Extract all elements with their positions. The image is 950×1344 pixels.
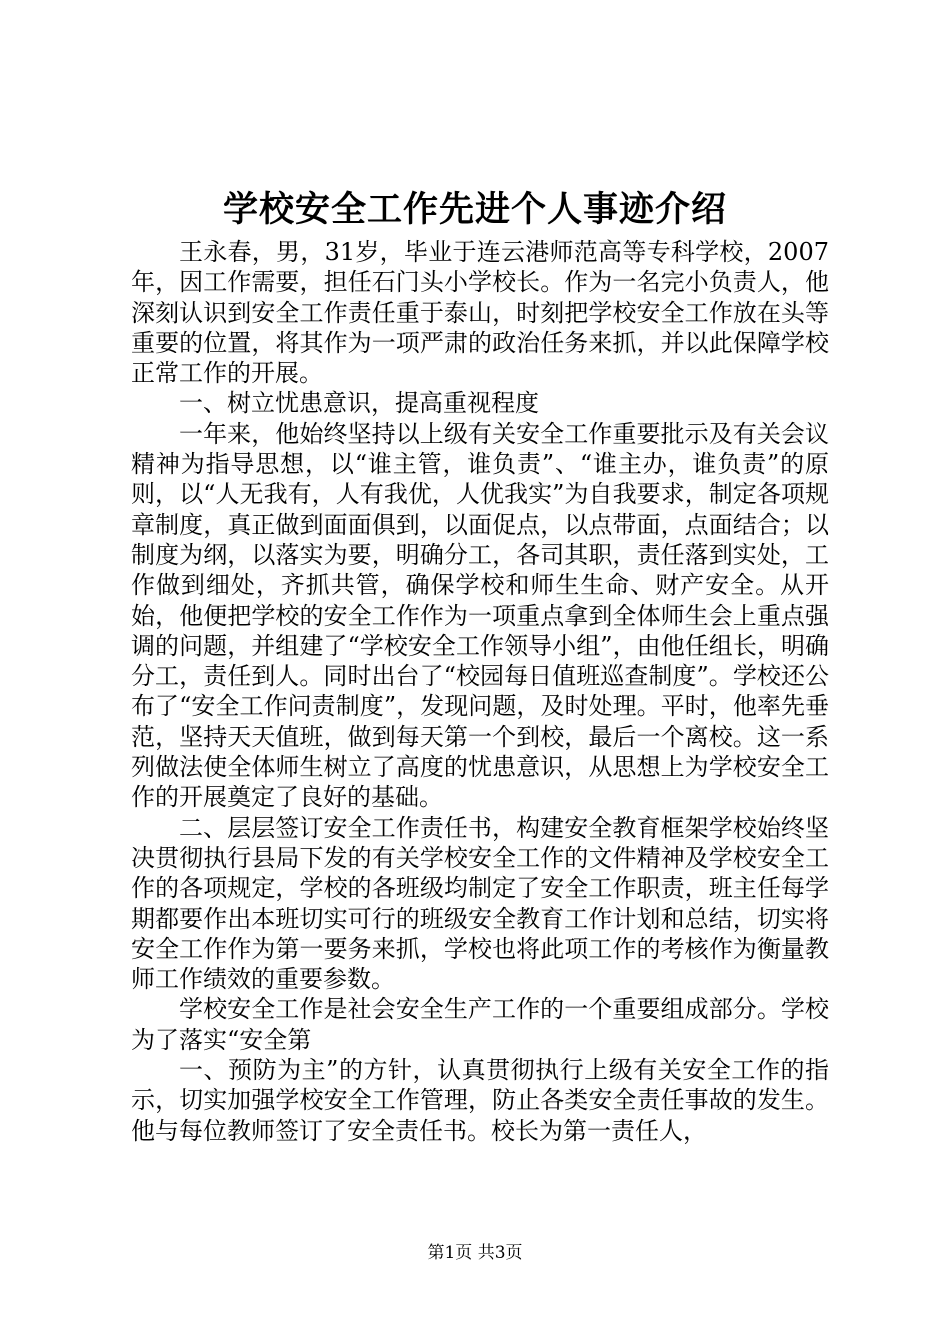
- document-body: [131, 237, 829, 1146]
- page-footer: 第1页 共3页: [427, 1243, 523, 1263]
- paragraph-intro: 王永春，男，31岁，毕业于连云港师范高等专科学校，2007年，因工作需要，担任石门头小学校长。作为一名完小负责人，他深刻认识到安全工作责任重于泰山，时刻把学校安全工作放在头等重要的位置，将其作为一项严肃的政治任务来抓，并以此保障学校正常工作的开展。: [131, 238, 829, 388]
- section-heading-1: 一、树立忧患意识，提高重视程度: [179, 389, 539, 418]
- paragraph-prevention: 一、预防为主”的方针，认真贯彻执行上级有关安全工作的指示，切实加强学校安全工作管理，防止各类安全责任事故的发生。他与每位教师签订了安全责任书。校长为第一责任人，: [131, 1056, 829, 1145]
- paragraph-safety-overview: 学校安全工作是社会安全生产工作的一个重要组成部分。学校为了落实“安全第: [131, 995, 829, 1054]
- document-title: 学校安全工作先进个人事迹介绍: [222, 189, 727, 230]
- paragraph-section-2: 二、层层签订安全工作责任书，构建安全教育框架学校始终坚决贯彻执行县局下发的有关学校安全工作的文件精神及学校安全工作的各项规定，学校的各班级均制定了安全工作职责，班主任每学期都要作出本班切实可行的班级安全教育工作计划和总结，切实将安全工作作为第一要务来抓，学校也将此项工作的考核作为衡量教师工作绩效的重要参数。: [131, 813, 829, 994]
- paragraph-section-1: 一年来，他始终坚持以上级有关安全工作重要批示及有关会议精神为指导思想，以“谁主管，谁负责”、“谁主办，谁负责”的原则，以“人无我有，人有我优，人优我实”为自我要求，制定各项规章制度，真正做到面面俱到，以面促点，以点带面，点面结合；以制度为纲，以落实为要，明确分工，各司其职，责任落到实处，工作做到细处，齐抓共管，确保学校和师生生命、财产安全。从开始，他便把学校的安全工作作为一项重点拿到全体师生会上重点强调的问题，并组建了“学校安全工作领导小组”，由他任组长，明确分工，责任到人。同时出台了“校园每日值班巡查制度”。学校还公布了“安全工作问责制度”，发现问题，及时处理。平时，他率先垂范，坚持天天值班，做到每天第一个到校，最后一个离校。这一系列做法使全体师生树立了高度的忧患意识，从思想上为学校安全工作的开展奠定了良好的基础。: [131, 419, 829, 812]
